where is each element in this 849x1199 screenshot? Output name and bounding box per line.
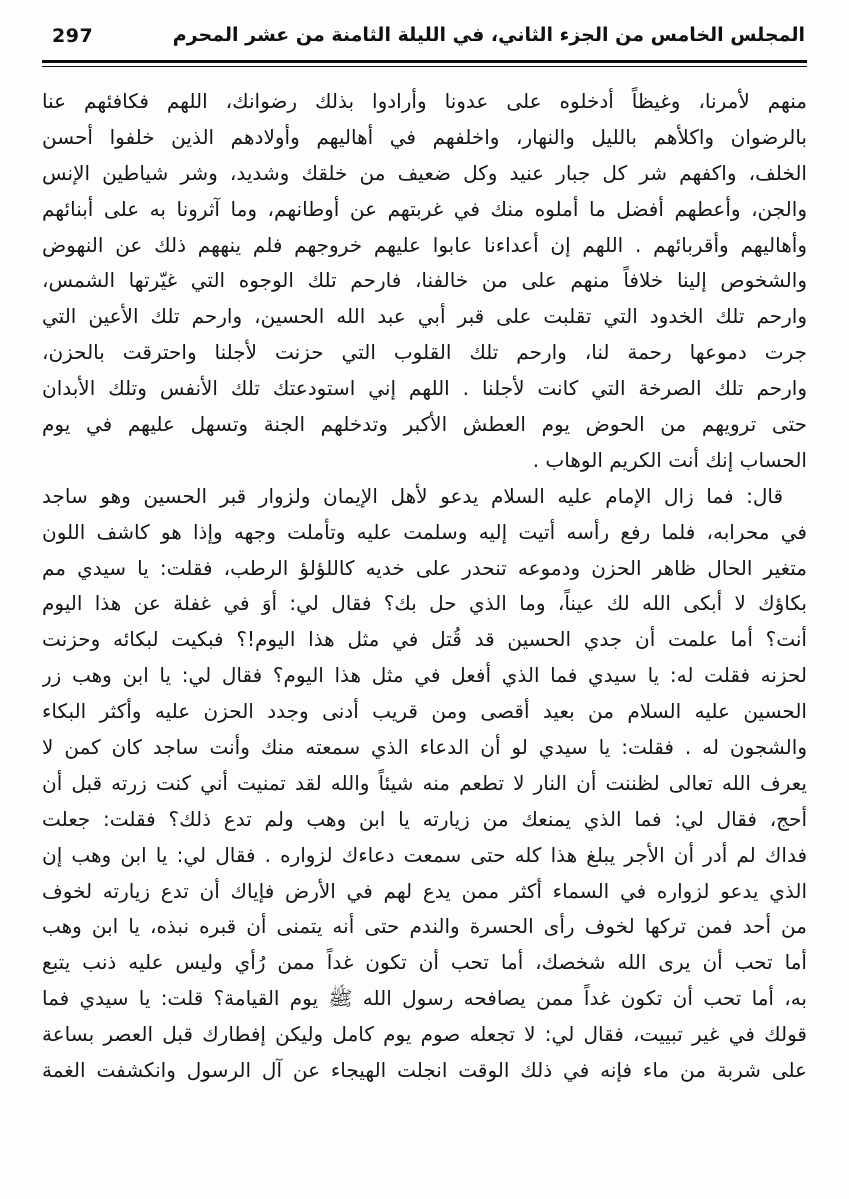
text-line: الحساب إنك أنت الكريم الوهاب . bbox=[532, 447, 807, 472]
text-line: والشجون له . فقلت: يا سيدي لو أن الدعاء الذي سمعته منك وأنت ساجد كان كمن لا bbox=[42, 735, 807, 760]
page-number: 297 bbox=[52, 25, 94, 47]
text-line: متغير الحال ظاهر الحزن ودموعه تنحدر على خديه كاللؤلؤ الرطب، فقلت: يا سيدي مم bbox=[42, 555, 807, 580]
page-body bbox=[42, 84, 807, 1089]
text-line: الخلف، واكفهم شر كل جبار عنيد وكل ضعيف من خلقك وشديد، وشر شياطين الإنس bbox=[42, 160, 807, 185]
text-line: وأهاليهم وأقربائهم . اللهم إن أعداءنا عابوا عليهم خروجهم فلم ينههم ذلك عن النهوض bbox=[42, 232, 807, 257]
text-line: الذي يدعو لزواره في السماء أكثر ممن يدع لهم في الأرض فإياك أن تدع زيارته لخوف bbox=[42, 878, 807, 903]
text-line: أحج، فقال لي: فما الذي يمنعك من زيارته يا ابن وهب ولم تدع ذلك؟ فقلت: جعلت bbox=[42, 806, 807, 831]
text-line: قال: فما زال الإمام عليه السلام يدعو لأهل الإيمان ولزوار قبر الحسين وهو ساجد bbox=[42, 483, 783, 508]
text-line: بالرضوان واكلأهم بالليل والنهار، واخلفهم في أهاليهم وأولادهم الذين خلفوا أحسن bbox=[42, 124, 807, 149]
text-line: على شربة من ماء فإنه في ذلك الوقت انجلت الهيجاء عن آل الرسول وانكشفت الغمة bbox=[42, 1058, 807, 1083]
text-line: لحزنه فقلت له: يا سيدي فما الذي أفعل في مثل هذا اليوم؟ فقال لي: يا ابن وهب زر bbox=[42, 663, 807, 688]
text-line: منهم لأمرنا، وغيظاً أدخلوه على عدونا وأرادوا بذلك رضوانك، اللهم فكافئهم عنا bbox=[42, 89, 807, 113]
text-line: به، أما تحب أن تكون غداً ممن يصافحه رسول الله ﷺ يوم القيامة؟ قلت: يا سيدي فما bbox=[42, 986, 807, 1011]
text-line: وارحم تلك الصرخة التي كانت لأجلنا . اللهم إني استودعتك تلك الأنفس وتلك الأبدان bbox=[42, 376, 807, 401]
text-line: أنت؟ أما علمت أن جدي الحسين قد قُتل في مثل هذا اليوم!؟ فبكيت لبكائه وحزنت bbox=[42, 627, 807, 652]
text-line: يعرف الله تعالى لظننت أن النار لا تطعم منه شيئاً والله لقد تمنيت أني كنت زرته قبل أن bbox=[42, 770, 807, 795]
text-line: أما تحب أن يرى الله شخصك، أما تحب أن تكون غداً ممن رُأي وليس عليه ذنب يتبع bbox=[42, 950, 807, 975]
chapter-header-title: المجلس الخامس من الجزء الثاني، في الليلة الثامنة من عشر المحرم bbox=[172, 24, 805, 46]
text-line: والشخوص إلينا خلافاً منهم على من خالفنا، فارحم تلك الوجوه التي غيّرتها الشمس، bbox=[42, 268, 807, 293]
text-line: فداك لم أدر أن الأجر يبلغ هذا كله حتى سمعت دعاءك لزواره . فقال لي: يا ابن وهب إن bbox=[42, 842, 807, 867]
text-line: قولك في غير تبييت، فقال لي: لا تجعله صوم يوم كامل وليكن إفطارك قبل العصر بساعة bbox=[42, 1022, 807, 1047]
text-line: جرت دموعها رحمة لنا، وارحم تلك القلوب التي حزنت لأجلنا واحترقت بالحزن، bbox=[42, 340, 807, 365]
text-line: والجن، وأعطهم أفضل ما أملوه منك في غربتهم عن أوطانهم، وما آثرونا به على أبنائهم bbox=[42, 196, 807, 221]
text-line: حتى ترويهم من الحوض يوم العطش الأكبر وتدخلهم الجنة وتسهل عليهم في يوم bbox=[42, 412, 807, 437]
header-divider-rule bbox=[42, 60, 807, 67]
text-line: من أحد فمن تركها لخوف رأى الحسرة والندم حتى أنه يتمنى أن قبره نبذه، يا ابن وهب bbox=[42, 914, 807, 939]
text-line: بكاؤك لا أبكى الله لك عيناً، وما الذي حل بك؟ فقال لي: أوَ في غفلة عن هذا اليوم bbox=[42, 591, 807, 616]
text-line: الحسين عليه السلام من بعيد أقصى ومن قريب أدنى وجدد الحزن عليه وأكثر البكاء bbox=[42, 699, 807, 724]
text-line: وارحم تلك الخدود التي تقلبت على قبر أبي عبد الله الحسين، وارحم تلك الأعين التي bbox=[42, 304, 807, 329]
text-line: في محرابه، فلما رفع رأسه أتيت إليه وسلمت عليه وتأملت وجهه وإذا هو كاشف اللون bbox=[42, 519, 807, 544]
